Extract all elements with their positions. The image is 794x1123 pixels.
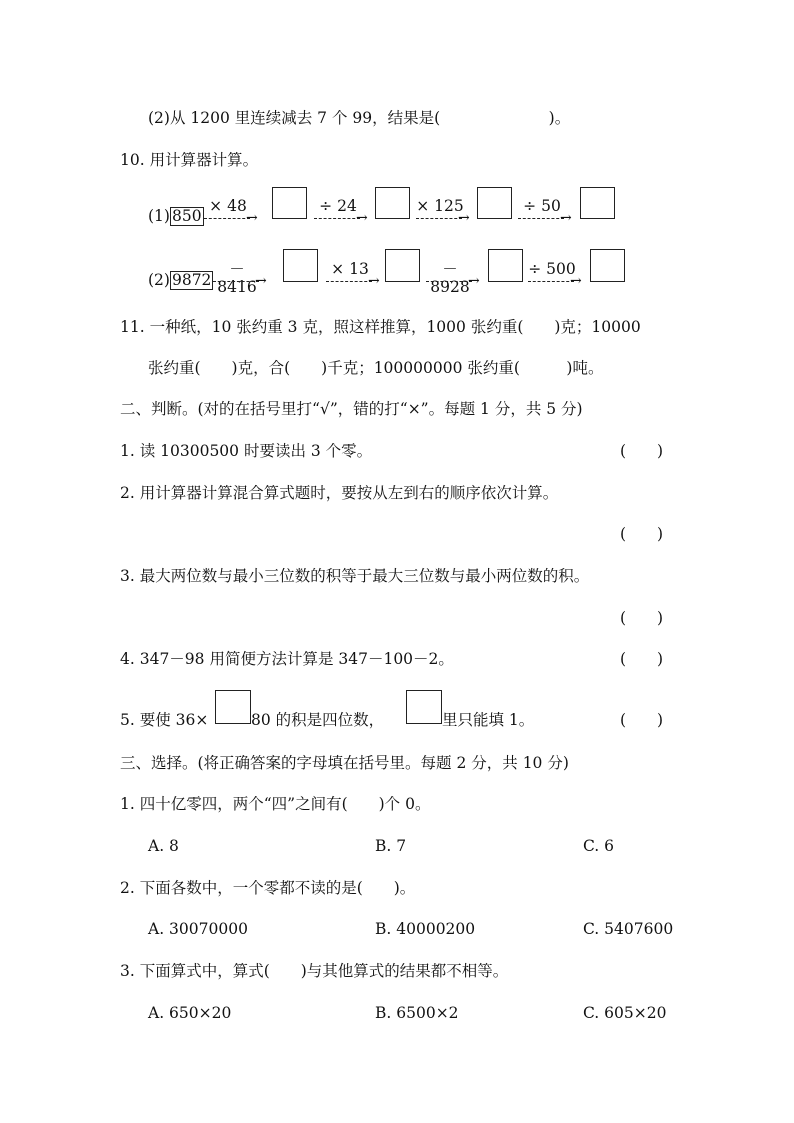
choice-3-option-c[interactable]: C. 605×20 <box>583 1004 667 1022</box>
chain2-arrow-4: ÷ 500 → <box>528 260 582 289</box>
chain2-answer-box-1[interactable] <box>283 249 318 282</box>
chain1-op-4: ÷ 50 <box>523 197 561 215</box>
choice-2-option-b[interactable]: B. 40000200 <box>375 920 476 938</box>
choice-1-option-a[interactable]: A. 8 <box>148 837 179 855</box>
chain2-label: (2) <box>148 271 170 289</box>
chain1-arrow-4: ÷ 50 → <box>518 197 570 231</box>
chain1-answer-box-3[interactable] <box>477 187 512 219</box>
q11-line2: 张约重( )克，合( )千克；100000000 张约重( )吨。 <box>148 359 604 377</box>
chain2-start <box>148 270 213 290</box>
chain1-arrow-1: × 48 → <box>204 197 256 231</box>
q11-line1: 11. 一种纸，10 张约重 3 克，照这样推算，1000 张约重( )克；10000 <box>120 318 641 336</box>
choice-1-text: 1. 四十亿零四，两个“四”之间有( )个 0。 <box>120 795 431 813</box>
chain2-arrow-3: －8928 → <box>426 260 478 294</box>
chain1-start-number: 850 <box>171 207 202 225</box>
choice-2-text: 2. 下面各数中，一个零都不读的是( )。 <box>120 879 416 897</box>
judge-3-answer-paren[interactable]: ( ) <box>620 609 664 627</box>
choice-2-option-c[interactable]: C. 5407600 <box>583 920 674 938</box>
section3-title: 三、选择。(将正确答案的字母填在括号里。每题 2 分，共 10 分) <box>120 754 569 772</box>
judge-5-text-a: 5. 要使 36× <box>120 711 209 729</box>
chain1-label: (1) <box>148 207 170 225</box>
chain1-op-3: × 125 <box>416 197 464 215</box>
judge-1-answer-paren[interactable]: ( ) <box>620 442 664 460</box>
chain2-answer-box-2[interactable] <box>385 249 420 282</box>
chain1-start <box>148 206 204 226</box>
chain2-op-2: × 13 <box>331 260 369 278</box>
choice-1-option-b[interactable]: B. 7 <box>375 837 407 855</box>
choice-3-option-a[interactable]: A. 650×20 <box>148 1004 232 1022</box>
judge-5-text-c: 里只能填 1。 <box>442 711 535 729</box>
chain1-op-2: ÷ 24 <box>319 197 357 215</box>
chain1-arrow-2: ÷ 24 → <box>314 197 366 231</box>
judge-2-text: 2. 用计算器计算混合算式题时，要按从左到右的顺序依次计算。 <box>120 484 559 502</box>
chain1-answer-box-2[interactable] <box>375 187 410 219</box>
choice-3-option-b[interactable]: B. 6500×2 <box>375 1004 459 1022</box>
chain2-start-number: 9872 <box>171 271 212 289</box>
q9-part2: (2)从 1200 里连续减去 7 个 99，结果是( )。 <box>148 109 571 127</box>
chain2-answer-box-4[interactable] <box>590 249 625 282</box>
judge-5-answer-paren[interactable]: ( ) <box>620 711 664 729</box>
choice-1-option-c[interactable]: C. 6 <box>583 837 615 855</box>
chain2-op-3: －8928 <box>430 260 470 296</box>
chain1-op-1: × 48 <box>209 197 247 215</box>
chain2-op-1: －8416 <box>217 260 257 296</box>
judge-5-blank-box-2[interactable] <box>406 690 442 724</box>
chain1-answer-box-4[interactable] <box>580 187 615 219</box>
chain2-arrow-1: －8416 → <box>213 260 265 294</box>
choice-3-text: 3. 下面算式中，算式( )与其他算式的结果都不相等。 <box>120 962 509 980</box>
judge-4-text: 4. 347－98 用简便方法计算是 347－100－2。 <box>120 650 454 668</box>
judge-5-blank-box-1[interactable] <box>215 690 251 724</box>
q10-title: 10. 用计算器计算。 <box>120 151 259 169</box>
chain1-arrow-3: × 125 → <box>416 197 470 226</box>
chain2-arrow-2: × 13 → <box>326 260 378 294</box>
choice-2-option-a[interactable]: A. 30070000 <box>148 920 248 938</box>
judge-4-answer-paren[interactable]: ( ) <box>620 650 664 668</box>
section2-title: 二、判断。(对的在括号里打“√”，错的打“×”。每题 1 分，共 5 分) <box>120 400 583 418</box>
chain2-answer-box-3[interactable] <box>488 249 523 282</box>
judge-2-answer-paren[interactable]: ( ) <box>620 525 664 543</box>
chain1-answer-box-1[interactable] <box>272 187 307 219</box>
chain2-op-4: ÷ 500 <box>528 260 576 278</box>
judge-1-text: 1. 读 10300500 时要读出 3 个零。 <box>120 442 373 460</box>
judge-5-text-b: 80 的积是四位数， <box>251 711 385 729</box>
judge-3-text: 3. 最大两位数与最小三位数的积等于最大三位数与最小两位数的积。 <box>120 567 590 585</box>
